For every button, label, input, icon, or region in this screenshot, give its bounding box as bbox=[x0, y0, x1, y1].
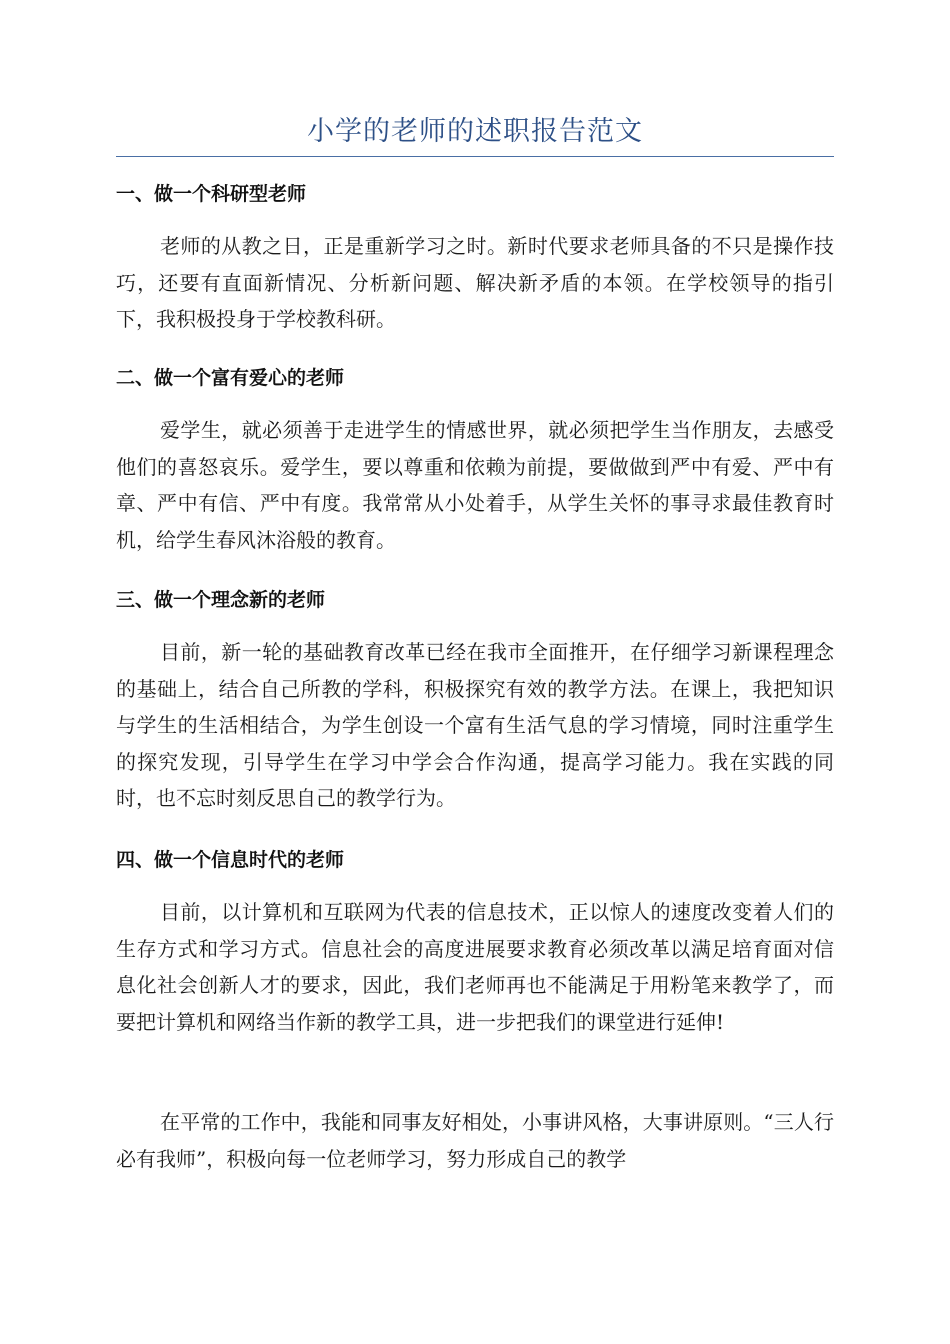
section-heading-2: 二、做一个富有爱心的老师 bbox=[116, 367, 345, 389]
section-paragraph-3: 目前，新一轮的基础教育改革已经在我市全面推开，在仔细学习新课程理念的基础上，结合自己所教的学科，积极探究有效的教学方法。在课上，我把知识与学生的生活相结合，为学生创设一个富有生活气息的学习情境，同时注重学生的探究发现，引导学生在学习中学会合作沟通，提高学习能力。我在实践的同时，也不忘时刻反思自己的教学行为。 bbox=[116, 640, 834, 810]
section-heading-4: 四、做一个信息时代的老师 bbox=[116, 849, 345, 871]
section-paragraph-1: 老师的从教之日，正是重新学习之时。新时代要求老师具备的不只是操作技巧，还要有直面新情况、分析新问题、解决新矛盾的本领。在学校领导的指引下，我积极投身于学校教科研。 bbox=[116, 234, 834, 331]
section-paragraph-2: 爱学生，就必须善于走进学生的情感世界，就必须把学生当作朋友，去感受他们的喜怒哀乐。爱学生，要以尊重和依赖为前提，要做做到严中有爱、严中有章、严中有信、严中有度。我常常从小处着手，从学生关怀的事寻求最佳教育时机，给学生春风沐浴般的教育。 bbox=[116, 418, 834, 552]
section-heading-1: 一、做一个科研型老师 bbox=[116, 183, 307, 205]
closing-paragraph: 在平常的工作中，我能和同事友好相处，小事讲风格，大事讲原则。“三人行必有我师”，积极向每一位老师学习，努力形成自己的教学 bbox=[116, 1110, 834, 1171]
section-paragraph-4: 目前，以计算机和互联网为代表的信息技术，正以惊人的速度改变着人们的生存方式和学习方式。信息社会的高度进展要求教育必须改革以满足培育面对信息化社会创新人才的要求，因此，我们老师再也不能满足于用粉笔来教学了，而要把计算机和网络当作新的教学工具，进一步把我们的课堂进行延伸! bbox=[116, 900, 834, 1034]
page-title: 小学的老师的述职报告范文 bbox=[307, 116, 643, 147]
section-heading-3: 三、做一个理念新的老师 bbox=[116, 589, 326, 611]
title-block bbox=[116, 112, 834, 157]
